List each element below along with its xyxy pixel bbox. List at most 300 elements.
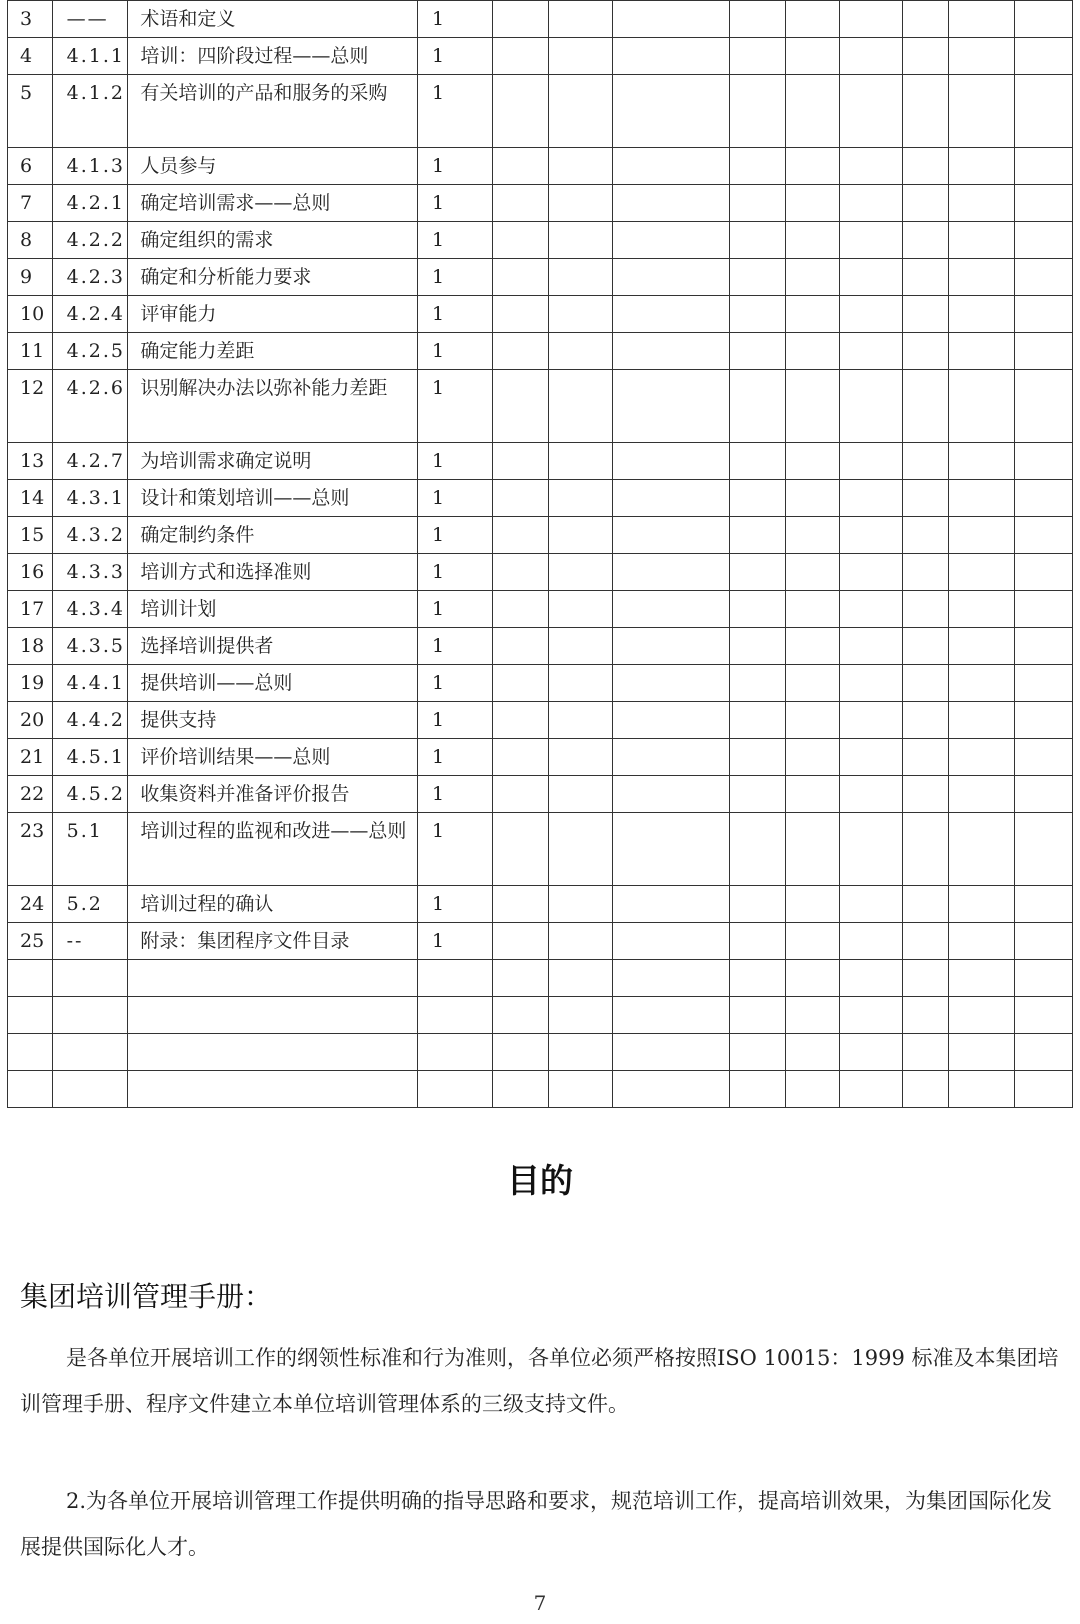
empty-cell: [949, 1034, 1014, 1071]
empty-cell: [730, 480, 786, 517]
empty-cell: [840, 554, 902, 591]
empty-cell: [548, 886, 612, 923]
empty-cell: [786, 591, 840, 628]
copy-count: 1: [417, 554, 492, 591]
empty-cell: [613, 296, 730, 333]
section-heading: 目的: [507, 1161, 573, 1200]
empty-cell: [492, 333, 548, 370]
empty-cell: [548, 296, 612, 333]
empty-cell: [1014, 923, 1072, 960]
empty-cell: [949, 148, 1014, 185]
empty-cell: [492, 997, 548, 1034]
row-number: 8: [8, 222, 53, 259]
page-number: 7: [533, 1591, 547, 1615]
empty-cell: [730, 739, 786, 776]
copy-count: 1: [417, 185, 492, 222]
empty-cell: [786, 75, 840, 148]
empty-cell: [548, 923, 612, 960]
row-number: 17: [8, 591, 53, 628]
empty-cell: [613, 960, 730, 997]
empty-cell: [52, 1071, 128, 1108]
row-number: 5: [8, 75, 53, 148]
empty-cell: [949, 960, 1014, 997]
clause-number: 4.4.2: [52, 702, 128, 739]
empty-cell: [613, 702, 730, 739]
table-row: [8, 370, 1073, 443]
table-row: [8, 443, 1073, 480]
empty-cell: [840, 148, 902, 185]
table-row: [8, 813, 1073, 886]
empty-cell: [492, 1034, 548, 1071]
empty-cell: [730, 997, 786, 1034]
empty-cell: [613, 75, 730, 148]
clause-title: 培训过程的监视和改进——总则: [128, 813, 418, 886]
table-row: [8, 776, 1073, 813]
empty-cell: [492, 443, 548, 480]
empty-cell: [548, 370, 612, 443]
empty-cell: [492, 776, 548, 813]
empty-cell: [840, 1034, 902, 1071]
empty-cell: [1014, 665, 1072, 702]
clause-number: 4.2.3: [52, 259, 128, 296]
copy-count: 1: [417, 370, 492, 443]
empty-cell: [1014, 370, 1072, 443]
empty-cell: [1014, 813, 1072, 886]
empty-cell: [949, 591, 1014, 628]
empty-cell: [548, 185, 612, 222]
clause-number: 5.1: [52, 813, 128, 886]
empty-cell: [1014, 960, 1072, 997]
empty-cell: [52, 960, 128, 997]
empty-cell: [1014, 480, 1072, 517]
empty-cell: [730, 591, 786, 628]
empty-cell: [1014, 702, 1072, 739]
empty-cell: [492, 148, 548, 185]
empty-cell: [492, 702, 548, 739]
empty-cell: [902, 333, 949, 370]
empty-cell: [1014, 591, 1072, 628]
empty-cell: [548, 1034, 612, 1071]
empty-cell: [949, 628, 1014, 665]
empty-cell: [730, 1034, 786, 1071]
clause-title: 设计和策划培训——总则: [128, 480, 418, 517]
copy-count: 1: [417, 148, 492, 185]
empty-cell: [492, 259, 548, 296]
empty-cell: [1014, 886, 1072, 923]
empty-cell: [8, 997, 53, 1034]
empty-cell: [902, 591, 949, 628]
empty-cell: [613, 739, 730, 776]
empty-cell: [548, 554, 612, 591]
empty-row: [8, 1034, 1073, 1071]
clause-number: 4.3.4: [52, 591, 128, 628]
clause-number: 4.2.4: [52, 296, 128, 333]
empty-cell: [1014, 333, 1072, 370]
empty-cell: [548, 333, 612, 370]
table-row: [8, 259, 1073, 296]
empty-cell: [492, 1071, 548, 1108]
copy-count: 1: [417, 443, 492, 480]
empty-cell: [786, 517, 840, 554]
empty-cell: [840, 38, 902, 75]
empty-cell: [8, 960, 53, 997]
empty-cell: [417, 960, 492, 997]
empty-cell: [492, 296, 548, 333]
empty-cell: [902, 1034, 949, 1071]
empty-cell: [730, 628, 786, 665]
empty-cell: [52, 1034, 128, 1071]
empty-cell: [949, 886, 1014, 923]
empty-cell: [1014, 517, 1072, 554]
row-number: 13: [8, 443, 53, 480]
empty-cell: [1014, 554, 1072, 591]
empty-cell: [730, 923, 786, 960]
copy-count: 1: [417, 222, 492, 259]
clause-number: 4.1.2: [52, 75, 128, 148]
empty-cell: [548, 813, 612, 886]
copy-count: 1: [417, 333, 492, 370]
empty-cell: [730, 1071, 786, 1108]
empty-cell: [949, 443, 1014, 480]
empty-cell: [730, 554, 786, 591]
table-row: [8, 702, 1073, 739]
empty-cell: [840, 997, 902, 1034]
empty-cell: [902, 517, 949, 554]
empty-cell: [949, 222, 1014, 259]
empty-cell: [613, 370, 730, 443]
empty-cell: [786, 923, 840, 960]
empty-cell: [730, 517, 786, 554]
empty-cell: [902, 665, 949, 702]
empty-cell: [548, 259, 612, 296]
empty-cell: [786, 222, 840, 259]
empty-cell: [8, 1071, 53, 1108]
empty-cell: [902, 222, 949, 259]
empty-cell: [902, 739, 949, 776]
empty-cell: [949, 997, 1014, 1034]
clause-number: ——: [52, 1, 128, 38]
empty-cell: [128, 1034, 418, 1071]
clause-number: 4.2.5: [52, 333, 128, 370]
table-row: [8, 480, 1073, 517]
clause-title: 有关培训的产品和服务的采购: [128, 75, 418, 148]
empty-cell: [613, 886, 730, 923]
empty-cell: [840, 776, 902, 813]
empty-cell: [730, 296, 786, 333]
copy-count: 1: [417, 923, 492, 960]
empty-cell: [786, 960, 840, 997]
empty-cell: [492, 554, 548, 591]
empty-cell: [840, 333, 902, 370]
empty-cell: [786, 38, 840, 75]
empty-cell: [902, 185, 949, 222]
empty-cell: [548, 517, 612, 554]
clause-number: 4.2.1: [52, 185, 128, 222]
empty-cell: [949, 923, 1014, 960]
copy-count: 1: [417, 702, 492, 739]
empty-cell: [548, 148, 612, 185]
copy-count: 1: [417, 591, 492, 628]
empty-cell: [949, 813, 1014, 886]
empty-cell: [786, 813, 840, 886]
clause-title: 培训方式和选择准则: [128, 554, 418, 591]
empty-cell: [949, 259, 1014, 296]
empty-cell: [949, 1071, 1014, 1108]
row-number: 6: [8, 148, 53, 185]
empty-row: [8, 1071, 1073, 1108]
purpose-paragraph-2: 2.为各单位开展培训管理工作提供明确的指导思路和要求，规范培训工作，提高培训效果，为集团国际化发展提供国际化人才。: [20, 1489, 1053, 1559]
row-number: 21: [8, 739, 53, 776]
empty-cell: [730, 1, 786, 38]
empty-cell: [548, 665, 612, 702]
empty-cell: [730, 75, 786, 148]
empty-cell: [492, 222, 548, 259]
empty-cell: [902, 259, 949, 296]
empty-cell: [492, 665, 548, 702]
empty-cell: [128, 1071, 418, 1108]
copy-count: 1: [417, 739, 492, 776]
table-row: [8, 886, 1073, 923]
empty-cell: [902, 776, 949, 813]
empty-cell: [613, 1071, 730, 1108]
empty-cell: [786, 776, 840, 813]
empty-cell: [786, 148, 840, 185]
empty-cell: [840, 480, 902, 517]
empty-cell: [840, 813, 902, 886]
empty-cell: [492, 185, 548, 222]
clause-number: 4.2.6: [52, 370, 128, 443]
empty-cell: [949, 296, 1014, 333]
clause-title: 附录：集团程序文件目录: [128, 923, 418, 960]
empty-cell: [613, 443, 730, 480]
empty-cell: [1014, 776, 1072, 813]
empty-cell: [902, 997, 949, 1034]
copy-count: 1: [417, 665, 492, 702]
toc-body: [8, 1, 1073, 1108]
empty-cell: [613, 148, 730, 185]
empty-cell: [492, 813, 548, 886]
empty-cell: [613, 333, 730, 370]
empty-cell: [52, 997, 128, 1034]
clause-title: 确定组织的需求: [128, 222, 418, 259]
empty-cell: [840, 702, 902, 739]
clause-number: 4.4.1: [52, 665, 128, 702]
empty-cell: [840, 628, 902, 665]
table-row: [8, 296, 1073, 333]
copy-count: 1: [417, 75, 492, 148]
table-row: [8, 665, 1073, 702]
empty-cell: [786, 1, 840, 38]
empty-cell: [492, 1, 548, 38]
empty-cell: [1014, 75, 1072, 148]
empty-cell: [492, 38, 548, 75]
row-number: 22: [8, 776, 53, 813]
empty-cell: [840, 923, 902, 960]
empty-cell: [548, 38, 612, 75]
empty-cell: [613, 480, 730, 517]
empty-cell: [548, 75, 612, 148]
empty-cell: [492, 591, 548, 628]
table-row: [8, 739, 1073, 776]
empty-cell: [730, 222, 786, 259]
empty-cell: [840, 443, 902, 480]
empty-cell: [1014, 1, 1072, 38]
empty-cell: [613, 628, 730, 665]
row-number: 20: [8, 702, 53, 739]
table-row: [8, 148, 1073, 185]
empty-row: [8, 997, 1073, 1034]
table-row: [8, 38, 1073, 75]
clause-number: 4.2.7: [52, 443, 128, 480]
copy-count: 1: [417, 480, 492, 517]
purpose-paragraph-1: 是各单位开展培训工作的纲领性标准和行为准则，各单位必须严格按照ISO 10015：1999 标准及本集团培训管理手册、程序文件建立本单位培训管理体系的三级支持文件。: [20, 1346, 1059, 1416]
empty-cell: [548, 480, 612, 517]
table-row: [8, 1, 1073, 38]
empty-cell: [613, 554, 730, 591]
empty-cell: [949, 554, 1014, 591]
clause-title: 为培训需求确定说明: [128, 443, 418, 480]
empty-cell: [492, 517, 548, 554]
empty-cell: [786, 370, 840, 443]
clause-title: 人员参与: [128, 148, 418, 185]
clause-title: 确定能力差距: [128, 333, 418, 370]
table-row: [8, 185, 1073, 222]
empty-cell: [902, 628, 949, 665]
clause-number: 4.5.1: [52, 739, 128, 776]
empty-cell: [128, 997, 418, 1034]
empty-cell: [730, 370, 786, 443]
empty-cell: [902, 1, 949, 38]
empty-cell: [1014, 296, 1072, 333]
clause-title: 评价培训结果——总则: [128, 739, 418, 776]
empty-cell: [492, 923, 548, 960]
empty-cell: [548, 739, 612, 776]
empty-cell: [613, 517, 730, 554]
clause-title: 确定培训需求——总则: [128, 185, 418, 222]
empty-cell: [786, 665, 840, 702]
table-row: [8, 591, 1073, 628]
empty-cell: [730, 886, 786, 923]
clause-title: 提供培训——总则: [128, 665, 418, 702]
row-number: 3: [8, 1, 53, 38]
empty-cell: [613, 813, 730, 886]
empty-cell: [548, 960, 612, 997]
empty-cell: [949, 185, 1014, 222]
empty-cell: [613, 185, 730, 222]
empty-cell: [548, 702, 612, 739]
empty-cell: [949, 480, 1014, 517]
empty-cell: [492, 75, 548, 148]
empty-cell: [1014, 148, 1072, 185]
clause-title: 识别解决办法以弥补能力差距: [128, 370, 418, 443]
empty-row: [8, 960, 1073, 997]
table-row: [8, 333, 1073, 370]
empty-cell: [613, 923, 730, 960]
clause-title: 培训：四阶段过程——总则: [128, 38, 418, 75]
empty-cell: [1014, 1034, 1072, 1071]
clause-number: 4.3.5: [52, 628, 128, 665]
empty-cell: [902, 480, 949, 517]
table-row: [8, 923, 1073, 960]
empty-cell: [1014, 739, 1072, 776]
empty-cell: [786, 702, 840, 739]
row-number: 25: [8, 923, 53, 960]
empty-cell: [840, 517, 902, 554]
copy-count: 1: [417, 38, 492, 75]
table-row: [8, 628, 1073, 665]
empty-cell: [613, 1, 730, 38]
clause-number: 4.3.2: [52, 517, 128, 554]
empty-cell: [613, 38, 730, 75]
copy-count: 1: [417, 628, 492, 665]
clause-title: 选择培训提供者: [128, 628, 418, 665]
empty-cell: [8, 1034, 53, 1071]
empty-cell: [902, 75, 949, 148]
empty-cell: [840, 960, 902, 997]
row-number: 23: [8, 813, 53, 886]
empty-cell: [492, 370, 548, 443]
empty-cell: [786, 1071, 840, 1108]
empty-cell: [1014, 185, 1072, 222]
row-number: 9: [8, 259, 53, 296]
empty-cell: [548, 222, 612, 259]
copy-count: 1: [417, 296, 492, 333]
empty-cell: [730, 148, 786, 185]
clause-title: 提供支持: [128, 702, 418, 739]
empty-cell: [786, 333, 840, 370]
empty-cell: [492, 739, 548, 776]
empty-cell: [1014, 259, 1072, 296]
empty-cell: [902, 1071, 949, 1108]
empty-cell: [840, 296, 902, 333]
empty-cell: [613, 259, 730, 296]
row-number: 24: [8, 886, 53, 923]
empty-cell: [949, 75, 1014, 148]
empty-cell: [730, 259, 786, 296]
clause-number: --: [52, 923, 128, 960]
empty-cell: [840, 1071, 902, 1108]
empty-cell: [949, 38, 1014, 75]
row-number: 18: [8, 628, 53, 665]
empty-cell: [949, 776, 1014, 813]
empty-cell: [548, 628, 612, 665]
empty-cell: [949, 665, 1014, 702]
clause-title: 培训过程的确认: [128, 886, 418, 923]
empty-cell: [902, 960, 949, 997]
empty-cell: [417, 1034, 492, 1071]
empty-cell: [840, 222, 902, 259]
empty-cell: [613, 665, 730, 702]
empty-cell: [613, 997, 730, 1034]
empty-cell: [840, 75, 902, 148]
empty-cell: [902, 923, 949, 960]
empty-cell: [1014, 222, 1072, 259]
empty-cell: [548, 1071, 612, 1108]
copy-count: 1: [417, 886, 492, 923]
empty-cell: [840, 739, 902, 776]
empty-cell: [548, 997, 612, 1034]
empty-cell: [786, 997, 840, 1034]
empty-cell: [492, 886, 548, 923]
empty-cell: [840, 886, 902, 923]
copy-count: 1: [417, 776, 492, 813]
empty-cell: [902, 296, 949, 333]
empty-cell: [902, 443, 949, 480]
manual-title: 集团培训管理手册：: [20, 1280, 273, 1313]
clause-title: 培训计划: [128, 591, 418, 628]
clause-number: 4.3.3: [52, 554, 128, 591]
empty-cell: [730, 185, 786, 222]
